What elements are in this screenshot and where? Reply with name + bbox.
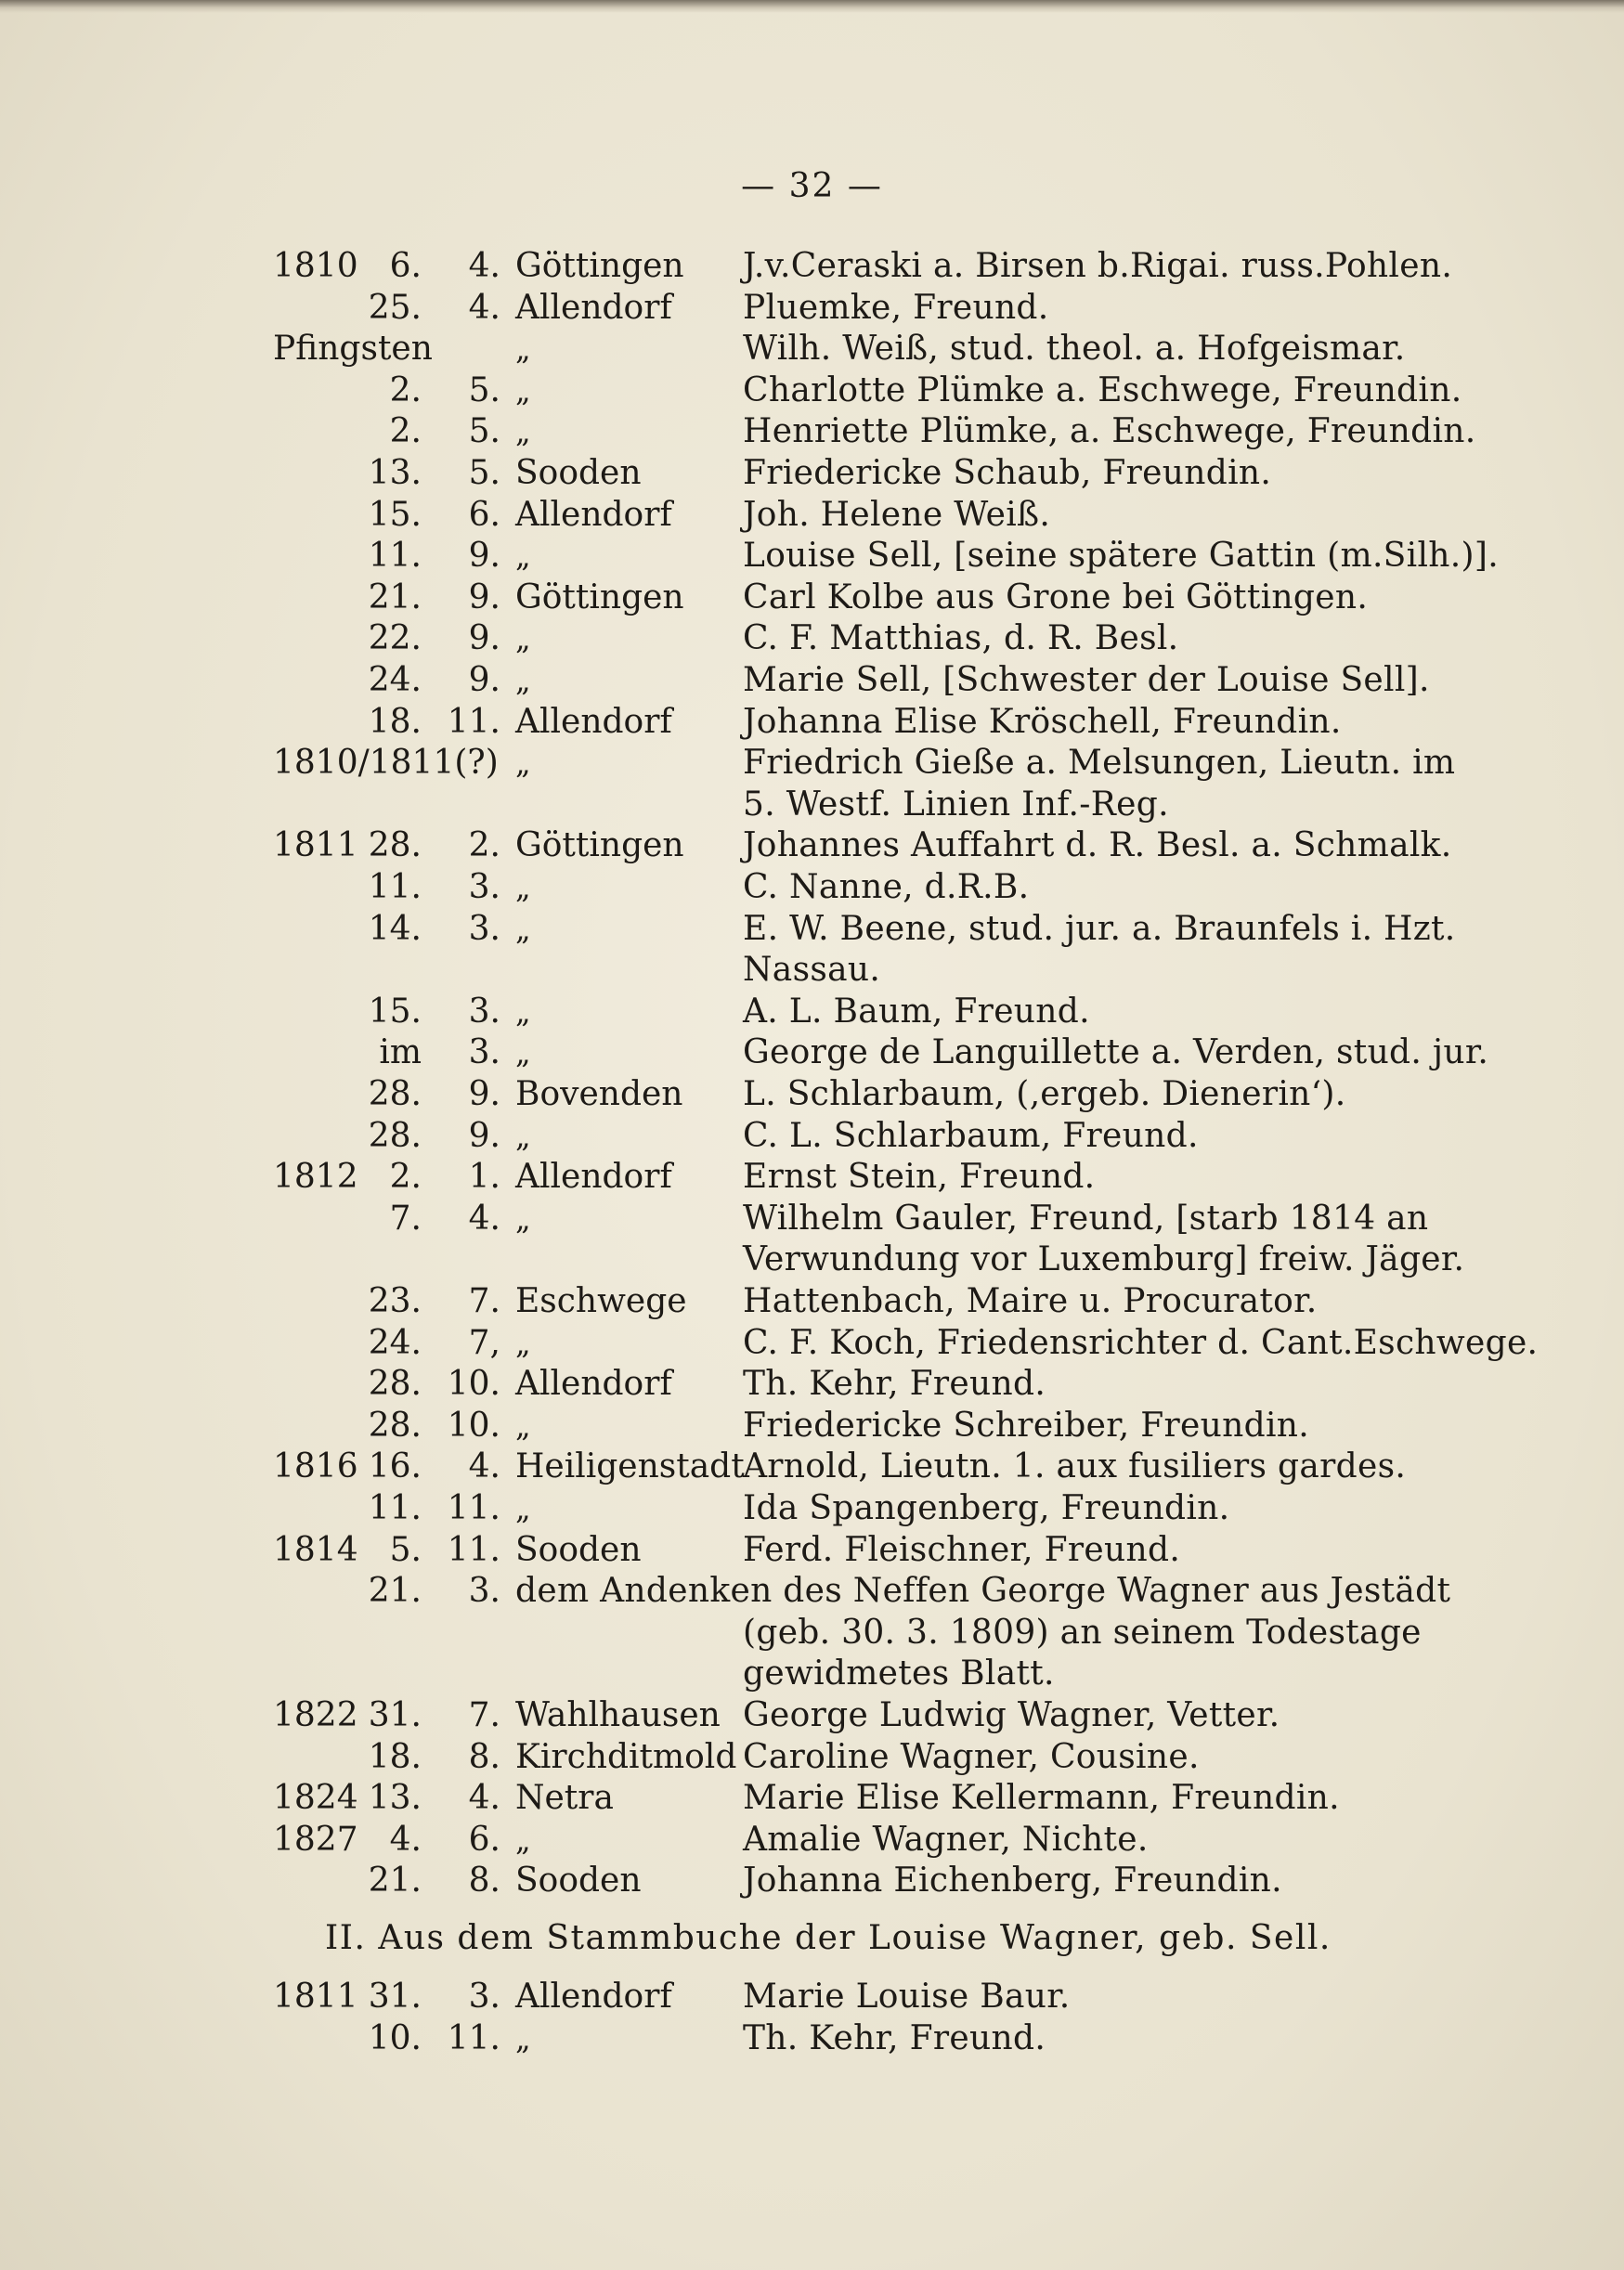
entry-text: Verwundung vor Luxemburg] freiw. Jäger. bbox=[743, 1240, 1465, 1279]
entry-text: Marie Elise Kellermann, Freundin. bbox=[743, 1779, 1340, 1818]
entry-text: Charlotte Plümke a. Eschwege, Freundin. bbox=[743, 370, 1462, 409]
entry-place: „ bbox=[515, 1822, 531, 1858]
entry-row bbox=[0, 1488, 1624, 1529]
entry-month: 7. bbox=[468, 1696, 500, 1734]
entry-year: 1827 bbox=[273, 1820, 358, 1859]
entry-month: 9. bbox=[468, 661, 500, 699]
entry-day: 31. bbox=[368, 1978, 422, 2016]
entry-row bbox=[0, 453, 1624, 494]
entry-day: 28. bbox=[368, 1365, 422, 1404]
entry-day: 6. bbox=[389, 247, 422, 285]
entry-row bbox=[0, 536, 1624, 577]
entry-day: 28. bbox=[368, 826, 422, 865]
entry-month: 3. bbox=[468, 868, 500, 906]
entry-row bbox=[0, 1032, 1624, 1073]
entry-place: „ bbox=[515, 621, 531, 657]
entry-place: „ bbox=[515, 2020, 531, 2056]
entry-row bbox=[0, 1323, 1624, 1364]
entry-day: 13. bbox=[368, 454, 422, 492]
entry-month: 11. bbox=[447, 1530, 500, 1569]
entry-month: 9. bbox=[468, 1075, 500, 1113]
entry-row bbox=[0, 992, 1624, 1032]
entry-day: 24. bbox=[368, 1323, 422, 1362]
entry-row bbox=[0, 1239, 1624, 1280]
entry-day: 10. bbox=[368, 2018, 422, 2057]
entry-day: 2. bbox=[389, 412, 422, 451]
page-top-edge bbox=[0, 0, 1624, 13]
entry-text: George Ludwig Wagner, Vetter. bbox=[743, 1696, 1280, 1734]
entry-text: Th. Kehr, Freund. bbox=[743, 1365, 1046, 1404]
entry-month: 9. bbox=[468, 1116, 500, 1155]
entry-day: 15. bbox=[368, 992, 422, 1031]
entry-row bbox=[0, 867, 1624, 908]
entry-month: 7, bbox=[468, 1323, 500, 1362]
entry-day: 15. bbox=[368, 495, 422, 534]
entry-day: 7. bbox=[389, 1199, 422, 1238]
entry-row bbox=[0, 1116, 1624, 1157]
entry-text: Ferd. Fleischner, Freund. bbox=[743, 1530, 1181, 1569]
entry-text: Wilh. Weiß, stud. theol. a. Hofgeismar. bbox=[743, 330, 1406, 369]
entry-month: 10. bbox=[447, 1406, 500, 1445]
entry-row bbox=[0, 1654, 1624, 1694]
entry-row bbox=[0, 1861, 1624, 1901]
entry-row bbox=[0, 1446, 1624, 1487]
entry-place: „ bbox=[515, 538, 531, 575]
entry-text: Friedericke Schreiber, Freundin. bbox=[743, 1406, 1309, 1445]
entry-place: „ bbox=[515, 1407, 531, 1444]
entry-month: 8. bbox=[468, 1861, 500, 1900]
entry-text: gewidmetes Blatt. bbox=[743, 1654, 1055, 1693]
entry-day: 4. bbox=[389, 1820, 422, 1859]
entry-day: 5. bbox=[389, 1530, 422, 1569]
entry-day: 24. bbox=[368, 661, 422, 699]
entry-row bbox=[0, 246, 1624, 287]
entry-row bbox=[0, 370, 1624, 411]
entry-row bbox=[0, 577, 1624, 618]
entry-text: George de Languillette a. Verden, stud. jur. bbox=[743, 1033, 1489, 1072]
entry-place: Allendorf bbox=[515, 1365, 672, 1404]
entry-place: Sooden bbox=[515, 1861, 642, 1900]
entry-month: 5. bbox=[468, 412, 500, 451]
entry-month: 4. bbox=[468, 288, 500, 327]
entry-place: Allendorf bbox=[515, 288, 672, 327]
entry-place: Allendorf bbox=[515, 495, 672, 534]
entry-month: 11. bbox=[447, 702, 500, 741]
entry-text: C. Nanne, d.R.B. bbox=[743, 868, 1030, 906]
entry-day: 11. bbox=[368, 1489, 422, 1527]
entry-place: Göttingen bbox=[515, 247, 684, 285]
entry-text: C. L. Schlarbaum, Freund. bbox=[743, 1116, 1199, 1155]
entry-text: Pluemke, Freund. bbox=[743, 288, 1049, 327]
entry-day: 25. bbox=[368, 288, 422, 327]
entry-place: „ bbox=[515, 870, 531, 905]
entry-row bbox=[0, 1820, 1624, 1861]
entry-day: 11. bbox=[368, 537, 422, 576]
entry-day: 28. bbox=[368, 1116, 422, 1155]
entry-place: Göttingen bbox=[515, 577, 684, 616]
entry-month: 4. bbox=[468, 247, 500, 285]
entry-row bbox=[0, 1737, 1624, 1778]
entry-year: 1816 bbox=[273, 1447, 358, 1486]
entry-row bbox=[0, 743, 1624, 784]
entry-text: C. F. Koch, Friedensrichter d. Cant.Eschwege. bbox=[743, 1323, 1539, 1362]
entry-place: Sooden bbox=[515, 454, 642, 492]
entry-month: 9. bbox=[468, 577, 500, 616]
entry-place: „ bbox=[515, 993, 531, 1030]
entry-row bbox=[0, 329, 1624, 370]
entry-year: Pfingsten bbox=[273, 330, 433, 369]
entry-row bbox=[0, 2018, 1624, 2059]
entry-place: „ bbox=[515, 1118, 531, 1154]
entry-text: Johanna Elise Kröschell, Freundin. bbox=[743, 702, 1342, 741]
entry-row bbox=[0, 950, 1624, 991]
entry-day: 18. bbox=[368, 702, 422, 741]
entry-text: Louise Sell, [seine spätere Gattin (m.Silh.)]. bbox=[743, 537, 1499, 576]
entry-row bbox=[0, 909, 1624, 950]
entry-text: Carl Kolbe aus Grone bei Göttingen. bbox=[743, 577, 1369, 616]
entry-row bbox=[0, 1695, 1624, 1736]
entry-place: „ bbox=[515, 663, 531, 698]
entry-text: Joh. Helene Weiß. bbox=[743, 495, 1051, 534]
entry-day: 11. bbox=[368, 868, 422, 906]
entry-text: dem Andenken des Neffen George Wagner aus Jestädt bbox=[515, 1572, 1451, 1611]
entry-year: 1811 bbox=[273, 826, 358, 865]
entry-year: 1811 bbox=[273, 1978, 358, 2016]
entry-row bbox=[0, 1977, 1624, 2017]
entry-text: Johannes Auffahrt d. R. Besl. a. Schmalk. bbox=[743, 826, 1452, 865]
entry-year: 1822 bbox=[273, 1696, 358, 1734]
entry-row bbox=[0, 825, 1624, 866]
entry-row bbox=[0, 1074, 1624, 1115]
entry-month: 9. bbox=[468, 537, 500, 576]
entry-year: 1810 bbox=[273, 247, 358, 285]
entry-text: Marie Sell, [Schwester der Louise Sell]. bbox=[743, 661, 1430, 699]
entry-text: Arnold, Lieutn. 1. aux fusiliers gardes. bbox=[743, 1447, 1407, 1486]
entry-place: „ bbox=[515, 1325, 531, 1361]
entry-month: 9. bbox=[468, 619, 500, 658]
entry-text: Caroline Wagner, Cousine. bbox=[743, 1737, 1200, 1776]
entry-place: Sooden bbox=[515, 1530, 642, 1569]
entry-row bbox=[0, 1406, 1624, 1446]
entry-row bbox=[0, 1613, 1624, 1654]
entry-text: L. Schlarbaum, (‚ergeb. Dienerin‘). bbox=[743, 1075, 1346, 1113]
entry-text: Amalie Wagner, Nichte. bbox=[743, 1820, 1149, 1859]
entry-row bbox=[0, 1530, 1624, 1571]
entry-text: Hattenbach, Maire u. Procurator. bbox=[743, 1282, 1318, 1320]
entry-text: A. L. Baum, Freund. bbox=[743, 992, 1090, 1031]
entry-row bbox=[0, 1778, 1624, 1819]
entry-row bbox=[0, 660, 1624, 701]
entry-row bbox=[0, 1199, 1624, 1239]
entry-place: Bovenden bbox=[515, 1075, 683, 1113]
entry-text: C. F. Matthias, d. R. Besl. bbox=[743, 619, 1179, 658]
entry-day: 2. bbox=[389, 370, 422, 409]
entry-day: 21. bbox=[368, 1572, 422, 1611]
entry-row bbox=[0, 702, 1624, 743]
entry-row bbox=[0, 618, 1624, 659]
entry-day: 2. bbox=[389, 1158, 422, 1197]
entry-day: 13. bbox=[368, 1779, 422, 1818]
entry-place: Göttingen bbox=[515, 826, 684, 865]
entry-month: 5. bbox=[468, 370, 500, 409]
entry-month: 11. bbox=[447, 1489, 500, 1527]
entry-month: 1. bbox=[468, 1158, 500, 1197]
entry-month: 11. bbox=[447, 2018, 500, 2057]
entry-month: 4. bbox=[468, 1779, 500, 1818]
entry-place: Allendorf bbox=[515, 1158, 672, 1197]
entry-text: Johanna Eichenberg, Freundin. bbox=[743, 1861, 1282, 1900]
entry-year: 1824 bbox=[273, 1779, 358, 1818]
entry-place: „ bbox=[515, 414, 531, 450]
entry-month: 2. bbox=[468, 826, 500, 865]
entry-day: im bbox=[379, 1033, 422, 1072]
entry-row bbox=[0, 785, 1624, 825]
entry-month: 8. bbox=[468, 1737, 500, 1776]
entry-month: 7. bbox=[468, 1282, 500, 1320]
entry-year: 1810/1811(?) bbox=[273, 744, 499, 783]
entry-day: 22. bbox=[368, 619, 422, 658]
entry-text: Marie Louise Baur. bbox=[743, 1978, 1071, 2016]
entry-place: „ bbox=[515, 1200, 531, 1237]
entry-year: 1812 bbox=[273, 1158, 358, 1197]
entry-month: 5. bbox=[468, 454, 500, 492]
entry-month: 4. bbox=[468, 1447, 500, 1486]
entry-row bbox=[0, 1281, 1624, 1322]
entry-place: Eschwege bbox=[515, 1282, 687, 1320]
entry-text: Henriette Plümke, a. Eschwege, Freundin. bbox=[743, 412, 1476, 451]
entry-month: 6. bbox=[468, 495, 500, 534]
entry-place: „ bbox=[515, 1035, 531, 1071]
entry-text: Nassau. bbox=[743, 951, 881, 990]
entry-text: Friedrich Gieße a. Melsungen, Lieutn. im bbox=[743, 744, 1456, 783]
entry-row bbox=[0, 1157, 1624, 1198]
entry-text: J.v.Ceraski a. Birsen b.Rigai. russ.Pohlen. bbox=[743, 247, 1453, 285]
entry-place: Allendorf bbox=[515, 1978, 672, 2016]
entry-text: Ernst Stein, Freund. bbox=[743, 1158, 1096, 1197]
entry-month: 3. bbox=[468, 1033, 500, 1072]
entry-row bbox=[0, 495, 1624, 536]
entry-text: 5. Westf. Linien Inf.-Reg. bbox=[743, 785, 1169, 824]
entry-day: 18. bbox=[368, 1737, 422, 1776]
entry-day: 31. bbox=[368, 1696, 422, 1734]
entry-place: Wahlhausen bbox=[515, 1696, 721, 1734]
entry-row bbox=[0, 288, 1624, 329]
entry-month: 3. bbox=[468, 992, 500, 1031]
entry-year: 1814 bbox=[273, 1530, 358, 1569]
entry-month: 3. bbox=[468, 1572, 500, 1611]
entry-place: „ bbox=[515, 911, 531, 947]
entry-place: Kirchditmold bbox=[515, 1737, 737, 1776]
entry-text: (geb. 30. 3. 1809) an seinem Todestage bbox=[743, 1613, 1422, 1652]
entry-day: 28. bbox=[368, 1406, 422, 1445]
entry-text: Th. Kehr, Freund. bbox=[743, 2018, 1046, 2057]
entry-place: „ bbox=[515, 331, 531, 368]
entry-place: „ bbox=[515, 1491, 531, 1526]
entry-place: Allendorf bbox=[515, 702, 672, 741]
entry-day: 14. bbox=[368, 909, 422, 948]
entry-text: Wilhelm Gauler, Freund, [starb 1814 an bbox=[743, 1199, 1429, 1238]
entry-day: 16. bbox=[368, 1447, 422, 1486]
entry-month: 6. bbox=[468, 1820, 500, 1859]
entry-row bbox=[0, 1364, 1624, 1405]
entry-month: 4. bbox=[468, 1199, 500, 1238]
entry-text: Ida Spangenberg, Freundin. bbox=[743, 1489, 1230, 1527]
entry-day: 28. bbox=[368, 1075, 422, 1113]
section-heading: II. Aus dem Stammbuche der Louise Wagner, geb. Sell. bbox=[325, 1919, 1332, 1957]
entry-place: „ bbox=[515, 746, 531, 782]
entry-text: Friedericke Schaub, Freundin. bbox=[743, 454, 1272, 492]
page-number: — 32 — bbox=[741, 167, 883, 205]
entry-month: 10. bbox=[447, 1365, 500, 1404]
entry-day: 23. bbox=[368, 1282, 422, 1320]
entry-month: 3. bbox=[468, 909, 500, 948]
entry-row bbox=[0, 411, 1624, 452]
entry-row bbox=[0, 1571, 1624, 1612]
entry-place: Netra bbox=[515, 1779, 614, 1818]
entry-text: E. W. Beene, stud. jur. a. Braunfels i. Hzt. bbox=[743, 909, 1456, 948]
entry-day: 21. bbox=[368, 577, 422, 616]
entry-month: 3. bbox=[468, 1978, 500, 2016]
entry-place: „ bbox=[515, 372, 531, 409]
entry-place: Heiligenstadt bbox=[515, 1447, 745, 1486]
entry-day: 21. bbox=[368, 1861, 422, 1900]
